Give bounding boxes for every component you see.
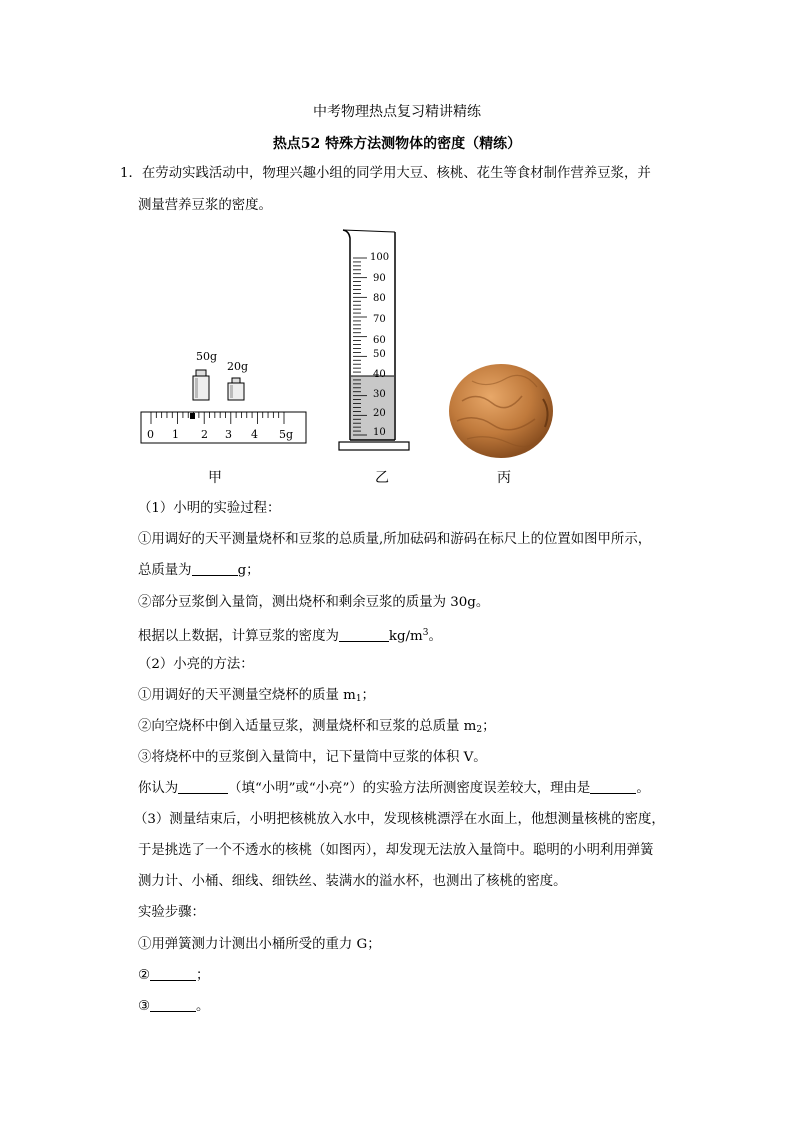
figure-label-yi: 乙 [375,470,389,486]
density-unit-exponent: 3 [422,628,429,638]
cylinder-tick-label: 10 [373,427,386,438]
ruler-tick-label: 1 [172,428,179,441]
part3-step2-end: ； [196,968,210,983]
part2-step1-text: ①用调好的天平测量空烧杯的质量 m [138,688,356,703]
part3-line1: （3）测量结束后，小明把核桃放入水中，发现核桃漂浮在水面上，他想测量核桃的密度， [134,812,665,827]
part3-step2-marker: ② [138,968,151,983]
weight-small-label: 20g [227,360,249,373]
part2-opinion-end: 。 [636,781,650,796]
figure-label-jia: 甲 [208,470,222,486]
weight-50g-icon [193,370,209,400]
answer-blank-density[interactable] [339,627,389,642]
part2-opinion-mid: （填“小明”或“小亮”）的实验方法所测密度误差较大，理由是 [228,781,591,796]
part2-heading: （2）小亮的方法： [138,657,254,672]
cylinder-tick-label: 30 [373,389,386,400]
figure-label-bing: 丙 [497,470,511,486]
ruler-tick-label: 0 [147,428,154,441]
ruler-tick-label: 4 [251,428,258,441]
question-number: 1． [120,166,142,181]
part2-step1-subscript: 1 [355,694,362,704]
figure-balance [138,350,310,450]
page-title: 中考物理热点复习精讲精练 [313,104,481,120]
part2-step2-text: ②向空烧杯中倒入适量豆浆，测量烧杯和豆浆的总质量 m [138,719,477,734]
walnut-icon [447,361,557,461]
part1-step1-text: 总质量为 [138,563,192,578]
ruler-tick-label: 3 [225,428,232,441]
answer-blank-step2[interactable] [150,966,196,981]
part3-step2 [138,966,209,986]
cylinder-tick-label: 40 [373,369,386,380]
part1-density-text: 根据以上数据，计算豆浆的密度为 [138,629,339,644]
weight-large-label: 50g [196,350,218,363]
ruler-tick-label: 2 [201,428,208,441]
figure-walnut [447,361,557,461]
part3-step1: ①用弹簧测力计测出小桶所受的重力 G； [138,937,381,952]
cylinder-tick-label: 80 [373,293,386,304]
part2-step2-subscript: 2 [476,725,483,735]
question-stem-line2: 测量营养豆浆的密度。 [138,198,272,213]
part2-opinion-text: 你认为 [138,781,179,796]
answer-blank-reason[interactable] [590,779,636,794]
part2-step3: ③将烧杯中的豆浆倒入量筒中，记下量筒中豆浆的体积 V。 [138,750,487,765]
part3-line3: 测力计、小桶、细线、细铁丝、装满水的溢水杯，也测出了核桃的密度。 [138,874,567,889]
part1-step1-line1: ①用调好的天平测量烧杯和豆浆的总质量,所加砝码和游码在标尺上的位置如图甲所示， [138,532,652,547]
cylinder-base [339,442,409,450]
question-stem-text1: 在劳动实践活动中，物理兴趣小组的同学用大豆、核桃、花生等食材制作营养豆浆，并 [141,166,651,181]
part2-step1-end: ； [361,688,375,703]
answer-blank-step3[interactable] [150,997,196,1012]
part2-opinion-line [138,779,650,799]
part2-step2-end: ； [482,719,496,734]
density-end: 。 [428,629,442,644]
part3-step3-marker: ③ [138,999,151,1014]
cylinder-tick-label: 70 [373,314,386,325]
part3-step3 [138,997,209,1017]
cylinder-tick-label: 60 [373,335,386,346]
part1-heading: （1）小明的实验过程： [138,501,281,516]
density-unit: kg/m [388,629,423,644]
cylinder-tick-label: 90 [373,273,386,284]
cylinder-tick-label: 50 [373,349,386,360]
page-subtitle: 热点52 特殊方法测物体的密度（精练） [272,136,522,152]
weight-20g-icon [228,378,244,400]
figure-cylinder [337,228,417,453]
answer-blank-method[interactable] [178,779,228,794]
cylinder-tick-label: 20 [373,408,386,419]
rider-icon [190,413,195,419]
part1-step1-line2 [138,561,260,581]
part1-step1-unit: g； [237,563,260,578]
answer-blank-total-mass[interactable] [192,561,238,576]
part1-density-line [138,623,442,647]
part1-step2: ②部分豆浆倒入量筒，测出烧杯和剩余豆浆的质量为 30g。 [138,595,490,610]
part3-line2: 于是挑选了一个不透水的核桃（如图丙），却发现无法放入量筒中。聪明的小明利用弹簧 [138,843,654,858]
part2-step2 [138,717,495,740]
ruler-tick-label: 5g [279,428,294,441]
part3-step3-end: 。 [196,999,210,1014]
part3-steps-heading: 实验步骤： [138,905,205,920]
part2-step1 [138,686,375,709]
question-stem-line1 [120,164,651,184]
cylinder-tick-label: 100 [370,252,390,263]
